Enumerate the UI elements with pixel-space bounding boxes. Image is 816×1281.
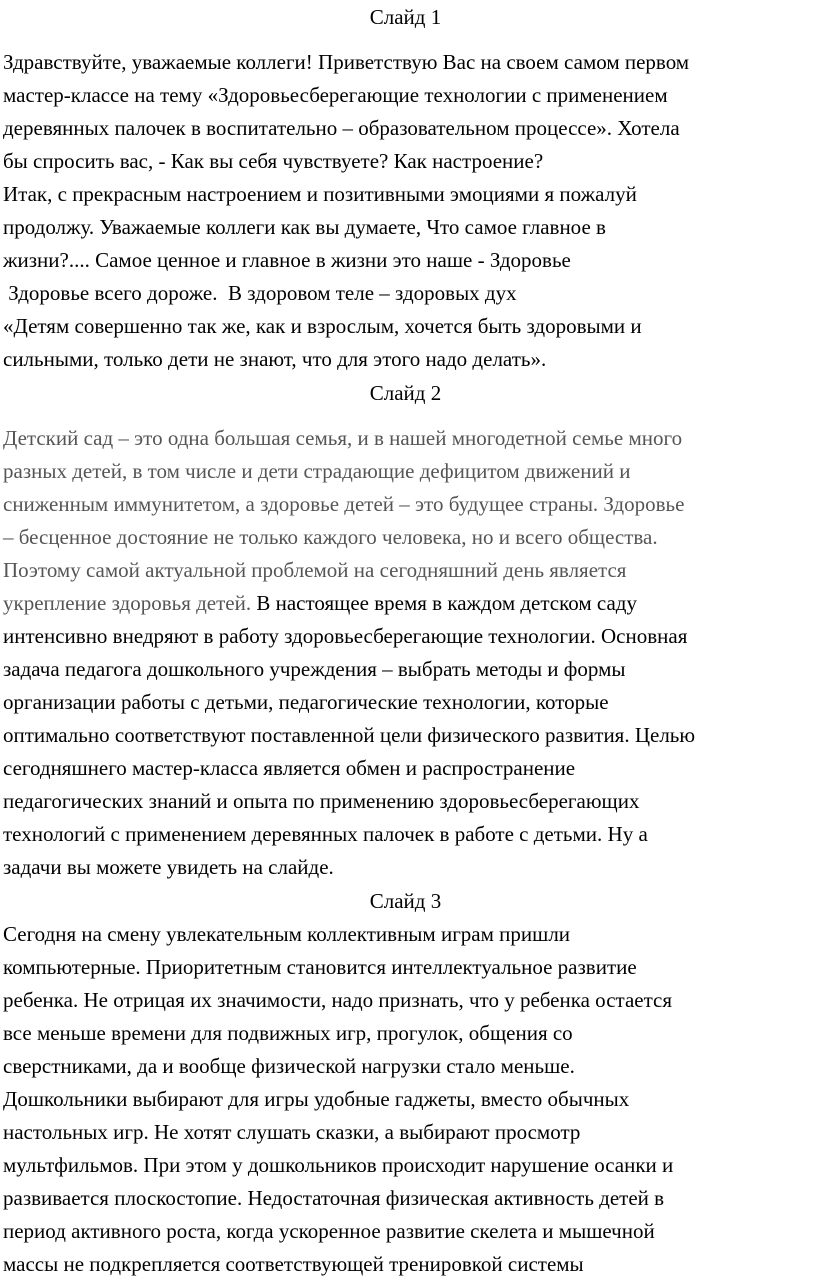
text-line: педагогических знаний и опыта по применению здоровьесберегающих — [3, 789, 640, 813]
text-line: мультфильмов. При этом у дошкольников происходит нарушение осанки и — [3, 1153, 674, 1177]
slide-1-title: Слайд 1 — [369, 5, 442, 29]
text-span-gray: укрепление здоровья детей. — [3, 591, 257, 615]
text-line: сильными, только дети не знают, что для этого надо делать». — [3, 347, 547, 371]
slide-2-text — [3, 422, 808, 884]
text-line: сегодняшнего мастер-класса является обмен и распространение — [3, 756, 576, 780]
slide-2-title: Слайд 2 — [369, 381, 442, 405]
text-line: оптимально соответствуют поставленной цели физического развития. Целью — [3, 723, 696, 747]
text-line: массы не подкрепляется соответствующей тренировкой системы — [3, 1252, 584, 1276]
text-line: сверстниками, да и вообще физической нагрузки стало меньше. — [3, 1054, 575, 1078]
text-span: В настоящее время в каждом детском саду — [256, 591, 637, 615]
text-line: компьютерные. Приоритетным становится интеллектуальное развитие — [3, 955, 637, 979]
text-line: «Детям совершенно так же, как и взрослым, хочется быть здоровыми и — [3, 314, 642, 338]
text-line: мастер-классе на тему «Здоровьесберегающие технологии с применением — [3, 83, 668, 107]
slide-3-text — [3, 918, 808, 1281]
text-line: Детский сад – это одна большая семья, и в нашей многодетной семье много — [3, 426, 683, 450]
text-line: ребенка. Не отрицая их значимости, надо признать, что у ребенка остается — [3, 988, 673, 1012]
text-line: задачи вы можете увидеть на слайде. — [3, 855, 334, 879]
text-line: Сегодня на смену увлекательным коллективным играм пришли — [3, 922, 571, 946]
text-line: Дошкольники выбирают для игры удобные гаджеты, вместо обычных — [3, 1087, 630, 1111]
text-line: технологий с применением деревянных палочек в работе с детьми. Ну а — [3, 822, 648, 846]
text-line: Здравствуйте, уважаемые коллеги! Приветствую Вас на своем самом первом — [3, 50, 690, 74]
text-line: организации работы с детьми, педагогические технологии, которые — [3, 690, 609, 714]
text-line-mixed — [3, 587, 808, 620]
text-line: бы спросить вас, - Как вы себя чувствуете? Как настроение? — [3, 149, 544, 173]
text-line: Поэтому самой актуальной проблемой на сегодняшний день является — [3, 558, 627, 582]
text-line: жизни?.... Самое ценное и главное в жизни это наше - Здоровье — [3, 248, 571, 272]
text-line: период активного роста, когда ускоренное развитие скелета и мышечной — [3, 1219, 655, 1243]
text-line: все меньше времени для подвижных игр, прогулок, общения со — [3, 1021, 573, 1045]
text-line: разных детей, в том числе и дети страдающие дефицитом движений и — [3, 459, 631, 483]
text-line: Итак, с прекрасным настроением и позитивными эмоциями я пожалуй — [3, 182, 637, 206]
text-line: развивается плоскостопие. Недостаточная физическая активность детей в — [3, 1186, 665, 1210]
text-line: задача педагога дошкольного учреждения – выбрать методы и формы — [3, 657, 626, 681]
text-line: продолжу. Уважаемые коллеги как вы думаете, Что самое главное в — [3, 215, 606, 239]
text-line: интенсивно внедряют в работу здоровьесберегающие технологии. Основная — [3, 624, 688, 648]
slide-3-title: Слайд 3 — [369, 889, 442, 913]
slide-1-text — [3, 46, 808, 376]
text-line: Здоровье всего дороже. В здоровом теле – здоровых дух — [3, 281, 517, 305]
text-line: деревянных палочек в воспитательно – образовательном процессе». Хотела — [3, 116, 680, 140]
text-line: – бесценное достояние не только каждого человека, но и всего общества. — [3, 525, 658, 549]
text-line: настольных игр. Не хотят слушать сказки, а выбирают просмотр — [3, 1120, 581, 1144]
text-line: сниженным иммунитетом, а здоровье детей – это будущее страны. Здоровье — [3, 492, 685, 516]
